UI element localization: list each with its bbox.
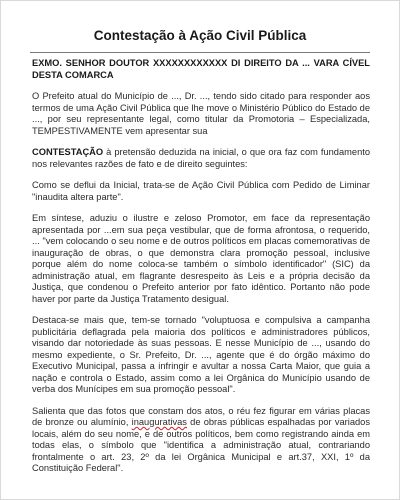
contestacao-text: à pretensão deduzida na inicial, o que ora faz com fundamento nos relevantes razões de fato e de direito seguintes: [32, 147, 370, 169]
paragraph-photos [32, 406, 370, 475]
title-divider [30, 52, 370, 53]
document-body [32, 58, 370, 485]
spellcheck-flagged-word: inaugurativas [131, 417, 187, 427]
paragraph-contestacao [32, 147, 370, 170]
document-title: Contestação à Ação Civil Pública [93, 28, 307, 43]
photos-text-b: de obras públicas espalhadas por variados locais, além do seu nome, e de outros políticos, bem como registrando ainda em todas elas, o símbolo que "identifica a administração atual, contrariando frontalmente o art. 23, 2º da lei Orgânica Municipal e art.37, XXI, 1º da Constituição Federal". [32, 417, 370, 473]
paragraph-highlight: Destaca-se mais que, tem-se tornado "voluptuosa e compulsiva a campanha publicitária deflagrada pela maioria dos políticos e administradores públicos, visando dar notoriedade às suas pessoas. E nesse Município de ..., usando do mesmo expediente, o Sr. Prefeito, Dr. ..., agente que é do órgão máximo do Executivo Municipal, passa a infringir e avultar a nossa Carta Maior, que guia a nação e controla o Estado, assim como a lei Orgânica do Município usando de verba dos Munícipes em sua promoção pessoal". [32, 315, 370, 394]
paragraph-synthesis: Em síntese, aduziu o ilustre e zeloso Promotor, em face da representação apresentada por ...em sua peça vestibular, que de forma afrontosa, o requerido, ... "vem colocando o seu nome e de outros políticos em placas comemorativas de inauguração de obras, o que demonstra clara promoção pessoal, inclusive porque além do nome coloca-se também o símbolo identificador" (SIC) da administração atual, em flagrante desrespeito às Leis e a própria decisão da Justiça, que condenou o Prefeito anterior por fato idêntico. Portanto não pode haver por parte da Justiça Tratamento desigual. [32, 213, 370, 304]
addressee-heading: EXMO. SENHOR DOUTOR XXXXXXXXXXXX DI DIREITO DA ... VARA CÍVEL DESTA COMARCA [32, 58, 370, 80]
paragraph-intro: O Prefeito atual do Município de ..., Dr. ..., tendo sido citado para responder aos termos de uma Ação Civil Pública que lhe move o Ministério Público do Estado de ..., por seu representante legal, como titular da Promotoria – Especializada, TEMPESTIVAMENTE vem apresentar sua [32, 91, 370, 136]
photos-text-a: Salienta que das fotos que constam dos atos, o réu fez figurar em várias placas de bronze ou alumínio, [32, 405, 370, 427]
paragraph-summary: Como se deflui da Inicial, trata-se de Ação Civil Pública com Pedido de Liminar "inaudita altera parte". [32, 180, 370, 202]
contestacao-heading: CONTESTAÇÃO [32, 147, 104, 157]
